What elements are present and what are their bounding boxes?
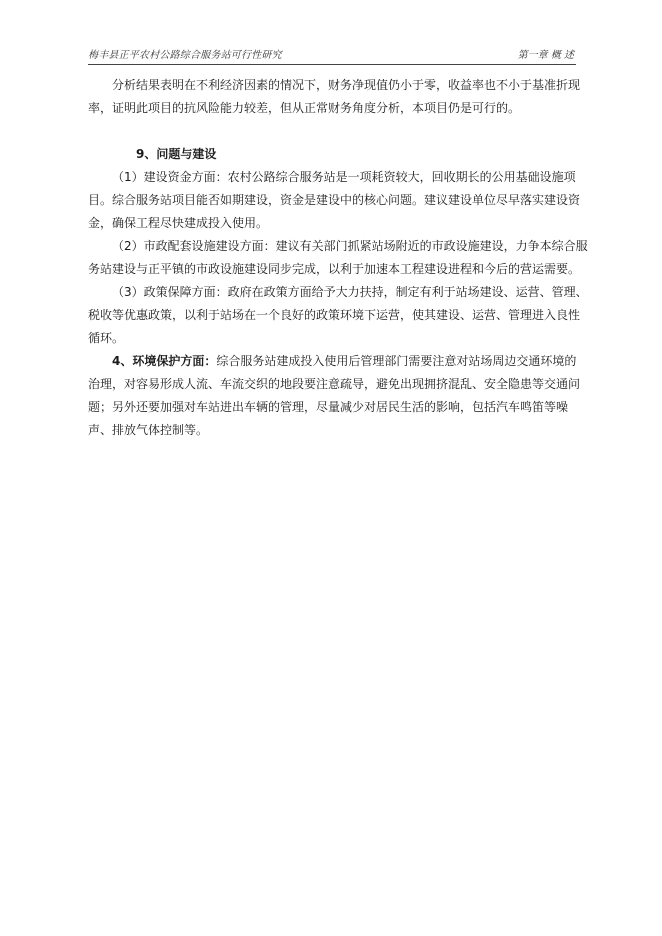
environment-label: 4、环境保护方面：	[112, 354, 217, 368]
funding-paragraph: （1）建设资金方面：农村公路综合服务站是一项耗资较大，回收期长的公用基础设施项目。综合服务站项目能否如期建设，资金是建设中的核心问题。建议建设单位尽早落实建设资金，确保工程尽快建成投入使用。	[88, 170, 581, 230]
paragraph-gap	[88, 120, 588, 143]
header-document-title: 梅丰县正平农村公路综合服务站可行性研究	[88, 50, 282, 61]
policy-paragraph: （3）政策保障方面：政府在政策方面给予大力扶持，制定有利于站场建设、运营、管理、税收等优惠政策，以利于站场在一个良好的政策环境下运营，使其建设、运营、管理进入良性循环。	[88, 285, 588, 345]
section-heading: 9、问题与建设	[136, 147, 217, 161]
intro-paragraph: 分析结果表明在不利经济因素的情况下，财务净现值仍小于零，收益率也不小于基准折现率，证明此项目的抗风险能力较差，但从正常财务角度分析，本项目仍是可行的。	[88, 78, 581, 115]
municipal-paragraph: （2）市政配套设施建设方面：建议有关部门抓紧站场附近的市政设施建设，力争本综合服务站建设与正平镇的市政设施建设同步完成，以利于加速本工程建设进程和今后的营运需要。	[88, 239, 588, 276]
page-header	[88, 44, 576, 65]
document-body	[88, 74, 588, 442]
environment-text: 综合服务站建成投入使用后管理部门需要注意对站场周边交通环境的治理，对容易形成人流、车流交织的地段要注意疏导，避免出现拥挤混乱、安全隐患等交通问题；另外还要加强对车站进出车辆的管理，尽量减少对居民生活的影响，包括汽车鸣笛等噪声、排放气体控制等。	[88, 354, 581, 437]
environment-paragraph	[88, 350, 588, 442]
header-chapter-label: 第一章 概 述	[517, 50, 574, 61]
